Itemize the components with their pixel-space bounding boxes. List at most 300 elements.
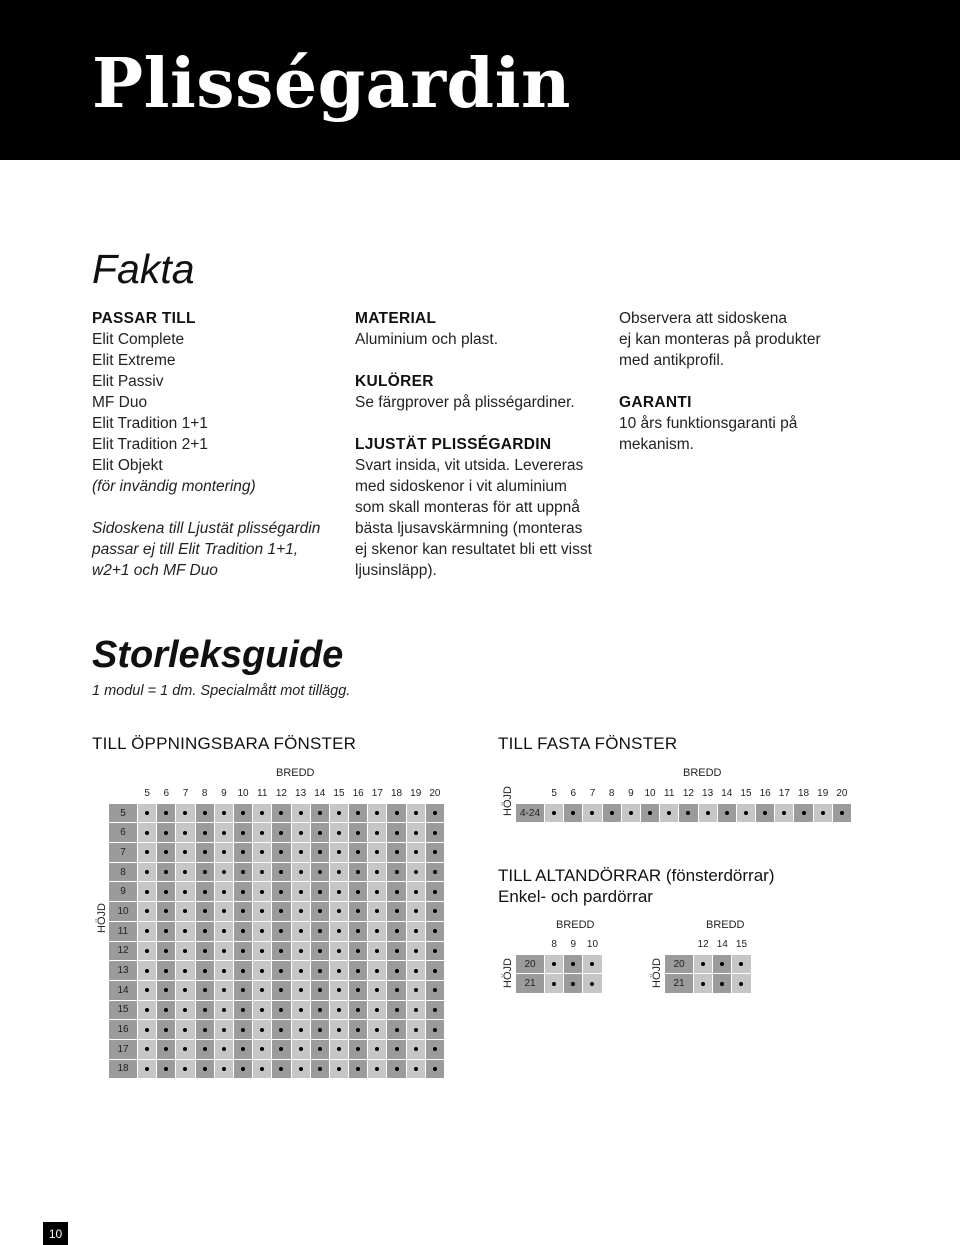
size-cell <box>292 902 310 921</box>
size-cell <box>272 882 290 901</box>
available-dot <box>590 962 594 966</box>
available-dot <box>145 1028 149 1032</box>
available-dot <box>395 1008 399 1012</box>
available-dot <box>222 909 226 913</box>
height-header: 11 <box>109 922 137 941</box>
width-header: 6 <box>157 784 175 803</box>
available-dot <box>395 949 399 953</box>
width-header: 12 <box>679 784 697 803</box>
hojd-label: HÖJD <box>502 958 514 988</box>
available-dot <box>164 1047 168 1051</box>
available-dot <box>279 909 283 913</box>
size-cell <box>253 1020 271 1039</box>
size-cell <box>368 942 386 961</box>
available-dot <box>414 969 418 973</box>
available-dot <box>164 949 168 953</box>
size-cell <box>157 961 175 980</box>
size-cell <box>234 863 252 882</box>
size-cell <box>407 902 425 921</box>
size-cell <box>368 961 386 980</box>
size-cell <box>234 843 252 862</box>
available-dot <box>433 870 437 874</box>
size-cell <box>387 902 405 921</box>
size-cell <box>311 863 329 882</box>
size-cell <box>176 804 194 823</box>
size-cell <box>196 961 214 980</box>
size-cell <box>157 863 175 882</box>
available-dot <box>164 811 168 815</box>
available-dot <box>414 1008 418 1012</box>
size-cell <box>253 823 271 842</box>
size-cell <box>368 804 386 823</box>
available-dot <box>375 870 379 874</box>
size-cell <box>215 981 233 1000</box>
height-header: 10 <box>109 902 137 921</box>
size-cell <box>407 804 425 823</box>
size-cell <box>330 823 348 842</box>
size-cell <box>176 981 194 1000</box>
available-dot <box>203 909 207 913</box>
available-dot <box>241 890 245 894</box>
par-dorr-size-grid <box>665 935 751 993</box>
available-dot <box>145 890 149 894</box>
size-cell <box>253 961 271 980</box>
available-dot <box>299 850 303 854</box>
available-dot <box>414 988 418 992</box>
size-cell <box>176 922 194 941</box>
available-dot <box>356 1067 360 1071</box>
size-cell <box>272 902 290 921</box>
size-cell <box>407 1060 425 1079</box>
width-header: 20 <box>426 784 444 803</box>
size-cell <box>196 1020 214 1039</box>
size-cell <box>272 1020 290 1039</box>
available-dot <box>299 831 303 835</box>
size-cell <box>311 1060 329 1079</box>
available-dot <box>433 909 437 913</box>
size-cell <box>253 981 271 1000</box>
available-dot <box>337 850 341 854</box>
size-cell <box>157 1001 175 1020</box>
size-cell <box>694 955 712 974</box>
available-dot <box>610 811 614 815</box>
size-cell <box>311 804 329 823</box>
available-dot <box>299 949 303 953</box>
available-dot <box>433 1028 437 1032</box>
product-item: MF Duo <box>92 394 148 411</box>
enkel-dorr-size-grid <box>516 935 602 993</box>
product-item: Elit Tradition 1+1 <box>92 415 208 432</box>
product-item: Elit Complete <box>92 331 185 348</box>
width-header: 14 <box>311 784 329 803</box>
material-column <box>355 308 613 581</box>
size-cell <box>292 823 310 842</box>
available-dot <box>241 1008 245 1012</box>
size-cell <box>157 804 175 823</box>
size-cell <box>426 843 444 862</box>
size-cell <box>292 1001 310 1020</box>
module-note: 1 modul = 1 dm. Specialmått mot tillägg. <box>92 683 351 699</box>
height-header: 17 <box>109 1040 137 1059</box>
height-header: 9 <box>109 882 137 901</box>
available-dot <box>356 909 360 913</box>
available-dot <box>337 831 341 835</box>
size-cell <box>330 1001 348 1020</box>
size-cell <box>545 974 563 993</box>
available-dot <box>318 850 322 854</box>
available-dot <box>299 1047 303 1051</box>
size-cell <box>157 942 175 961</box>
size-cell <box>349 942 367 961</box>
available-dot <box>337 988 341 992</box>
size-cell <box>368 902 386 921</box>
size-cell <box>196 804 214 823</box>
size-cell <box>138 1060 156 1079</box>
available-dot <box>299 1028 303 1032</box>
available-dot <box>356 1008 360 1012</box>
size-cell <box>234 942 252 961</box>
size-cell <box>564 804 582 823</box>
size-cell <box>545 955 563 974</box>
size-cell <box>407 922 425 941</box>
size-cell <box>272 843 290 862</box>
size-cell <box>564 974 582 993</box>
ljustat-line: ej skenor kan resultatet bli ett visst <box>355 541 592 558</box>
available-dot <box>395 909 399 913</box>
size-cell <box>732 974 750 993</box>
available-dot <box>318 870 322 874</box>
size-cell <box>349 882 367 901</box>
available-dot <box>840 811 844 815</box>
size-cell <box>138 823 156 842</box>
size-cell <box>157 922 175 941</box>
available-dot <box>222 1067 226 1071</box>
size-cell <box>253 1001 271 1020</box>
size-cell <box>272 804 290 823</box>
size-cell <box>311 942 329 961</box>
available-dot <box>433 929 437 933</box>
available-dot <box>375 1028 379 1032</box>
size-cell <box>292 882 310 901</box>
fasta-title: TILL FASTA FÖNSTER <box>498 734 678 753</box>
size-cell <box>311 1001 329 1020</box>
size-cell <box>583 804 601 823</box>
observera-line: med antikprofil. <box>619 352 725 369</box>
available-dot <box>241 811 245 815</box>
available-dot <box>299 929 303 933</box>
available-dot <box>279 890 283 894</box>
width-header: 9 <box>622 784 640 803</box>
available-dot <box>145 1008 149 1012</box>
size-cell <box>407 823 425 842</box>
size-cell <box>157 823 175 842</box>
size-cell <box>311 1020 329 1039</box>
size-cell <box>387 1001 405 1020</box>
available-dot <box>802 811 806 815</box>
available-dot <box>260 988 264 992</box>
available-dot <box>318 1008 322 1012</box>
available-dot <box>720 962 724 966</box>
size-cell <box>368 922 386 941</box>
passar-till-label: PASSAR TILL <box>92 310 196 327</box>
available-dot <box>183 870 187 874</box>
size-cell <box>234 1040 252 1059</box>
available-dot <box>222 811 226 815</box>
available-dot <box>183 949 187 953</box>
available-dot <box>414 1067 418 1071</box>
size-cell <box>215 882 233 901</box>
width-header: 10 <box>583 935 601 954</box>
width-header: 17 <box>368 784 386 803</box>
available-dot <box>299 969 303 973</box>
available-dot <box>375 811 379 815</box>
ljustat-line: ljusinsläpp). <box>355 562 437 579</box>
available-dot <box>414 890 418 894</box>
available-dot <box>241 1028 245 1032</box>
width-header: 15 <box>732 935 750 954</box>
size-cell <box>157 902 175 921</box>
size-cell <box>387 863 405 882</box>
bredd-label: BREDD <box>276 767 315 779</box>
material-label: MATERIAL <box>355 310 437 327</box>
width-header: 10 <box>641 784 659 803</box>
size-cell <box>292 1060 310 1079</box>
available-dot <box>260 890 264 894</box>
size-cell <box>368 981 386 1000</box>
available-dot <box>571 811 575 815</box>
available-dot <box>821 811 825 815</box>
size-cell <box>311 823 329 842</box>
available-dot <box>279 870 283 874</box>
available-dot <box>356 1047 360 1051</box>
available-dot <box>667 811 671 815</box>
size-cell <box>196 942 214 961</box>
passar-till-column <box>92 308 342 581</box>
available-dot <box>299 870 303 874</box>
size-cell <box>622 804 640 823</box>
available-dot <box>375 1047 379 1051</box>
available-dot <box>260 1047 264 1051</box>
available-dot <box>222 988 226 992</box>
width-header: 5 <box>545 784 563 803</box>
size-cell <box>330 1020 348 1039</box>
available-dot <box>260 811 264 815</box>
size-cell <box>426 1040 444 1059</box>
available-dot <box>356 929 360 933</box>
available-dot <box>414 909 418 913</box>
size-cell <box>330 981 348 1000</box>
available-dot <box>279 949 283 953</box>
size-cell <box>196 843 214 862</box>
size-cell <box>349 804 367 823</box>
size-cell <box>215 1020 233 1039</box>
available-dot <box>356 988 360 992</box>
size-cell <box>272 981 290 1000</box>
size-cell <box>775 804 793 823</box>
available-dot <box>203 1067 207 1071</box>
height-header: 5 <box>109 804 137 823</box>
size-cell <box>387 961 405 980</box>
available-dot <box>145 831 149 835</box>
size-cell <box>138 902 156 921</box>
available-dot <box>720 982 724 986</box>
size-cell <box>330 961 348 980</box>
size-cell <box>292 863 310 882</box>
available-dot <box>145 811 149 815</box>
size-cell <box>349 863 367 882</box>
altandorrar-title-line1: TILL ALTANDÖRRAR (fönsterdörrar) <box>498 866 775 885</box>
available-dot <box>337 929 341 933</box>
product-item: Elit Objekt <box>92 457 163 474</box>
available-dot <box>279 1028 283 1032</box>
available-dot <box>433 831 437 835</box>
available-dot <box>552 811 556 815</box>
available-dot <box>145 929 149 933</box>
size-cell <box>426 1060 444 1079</box>
size-cell <box>176 942 194 961</box>
width-header: 11 <box>660 784 678 803</box>
width-header: 18 <box>794 784 812 803</box>
available-dot <box>145 850 149 854</box>
available-dot <box>203 969 207 973</box>
size-cell <box>426 863 444 882</box>
size-cell <box>176 902 194 921</box>
size-cell <box>176 863 194 882</box>
size-cell <box>426 942 444 961</box>
size-cell <box>679 804 697 823</box>
available-dot <box>337 890 341 894</box>
available-dot <box>337 1047 341 1051</box>
altandorrar-title <box>498 865 774 907</box>
available-dot <box>183 909 187 913</box>
size-cell <box>272 1001 290 1020</box>
available-dot <box>414 870 418 874</box>
size-cell <box>583 955 601 974</box>
size-cell <box>215 1001 233 1020</box>
available-dot <box>183 969 187 973</box>
available-dot <box>725 811 729 815</box>
available-dot <box>414 1028 418 1032</box>
size-cell <box>253 804 271 823</box>
size-cell <box>349 922 367 941</box>
size-cell <box>794 804 812 823</box>
size-cell <box>311 1040 329 1059</box>
available-dot <box>260 949 264 953</box>
available-dot <box>164 909 168 913</box>
available-dot <box>356 850 360 854</box>
size-cell <box>215 961 233 980</box>
size-cell <box>157 981 175 1000</box>
size-cell <box>311 843 329 862</box>
available-dot <box>260 909 264 913</box>
size-cell <box>196 902 214 921</box>
available-dot <box>260 850 264 854</box>
available-dot <box>222 831 226 835</box>
size-cell <box>349 961 367 980</box>
available-dot <box>241 1067 245 1071</box>
available-dot <box>337 1008 341 1012</box>
size-cell <box>215 902 233 921</box>
available-dot <box>145 1047 149 1051</box>
size-cell <box>196 1060 214 1079</box>
oppningsbara-title: TILL ÖPPNINGSBARA FÖNSTER <box>92 734 357 753</box>
available-dot <box>337 1067 341 1071</box>
size-cell <box>641 804 659 823</box>
size-cell <box>234 902 252 921</box>
size-cell <box>138 981 156 1000</box>
size-cell <box>196 922 214 941</box>
size-cell <box>176 961 194 980</box>
available-dot <box>164 850 168 854</box>
width-header: 14 <box>713 935 731 954</box>
available-dot <box>145 969 149 973</box>
available-dot <box>414 811 418 815</box>
height-header: 8 <box>109 863 137 882</box>
available-dot <box>260 969 264 973</box>
size-cell <box>349 1001 367 1020</box>
observera-column <box>619 308 859 455</box>
available-dot <box>356 811 360 815</box>
size-cell <box>330 882 348 901</box>
available-dot <box>318 1067 322 1071</box>
available-dot <box>279 831 283 835</box>
width-header: 19 <box>814 784 832 803</box>
size-cell <box>292 981 310 1000</box>
grid-corner <box>516 784 544 803</box>
size-cell <box>583 974 601 993</box>
size-cell <box>215 1060 233 1079</box>
available-dot <box>337 969 341 973</box>
available-dot <box>222 1028 226 1032</box>
available-dot <box>433 988 437 992</box>
size-cell <box>699 804 717 823</box>
available-dot <box>183 1008 187 1012</box>
available-dot <box>260 831 264 835</box>
width-header: 8 <box>545 935 563 954</box>
size-cell <box>234 1001 252 1020</box>
available-dot <box>395 811 399 815</box>
size-cell <box>368 823 386 842</box>
available-dot <box>183 929 187 933</box>
observera-line: ej kan monteras på produkter <box>619 331 821 348</box>
size-cell <box>426 823 444 842</box>
available-dot <box>414 949 418 953</box>
size-cell <box>564 955 582 974</box>
available-dot <box>356 949 360 953</box>
size-cell <box>368 1001 386 1020</box>
available-dot <box>241 988 245 992</box>
size-cell <box>196 981 214 1000</box>
available-dot <box>375 929 379 933</box>
size-cell <box>349 981 367 1000</box>
available-dot <box>203 1028 207 1032</box>
size-cell <box>330 863 348 882</box>
width-header: 8 <box>603 784 621 803</box>
size-cell <box>196 823 214 842</box>
available-dot <box>279 969 283 973</box>
available-dot <box>356 969 360 973</box>
available-dot <box>222 949 226 953</box>
available-dot <box>571 962 575 966</box>
available-dot <box>337 811 341 815</box>
size-cell <box>253 902 271 921</box>
available-dot <box>222 1008 226 1012</box>
size-cell <box>196 1040 214 1059</box>
available-dot <box>433 969 437 973</box>
size-cell <box>138 942 156 961</box>
available-dot <box>164 831 168 835</box>
size-cell <box>349 823 367 842</box>
